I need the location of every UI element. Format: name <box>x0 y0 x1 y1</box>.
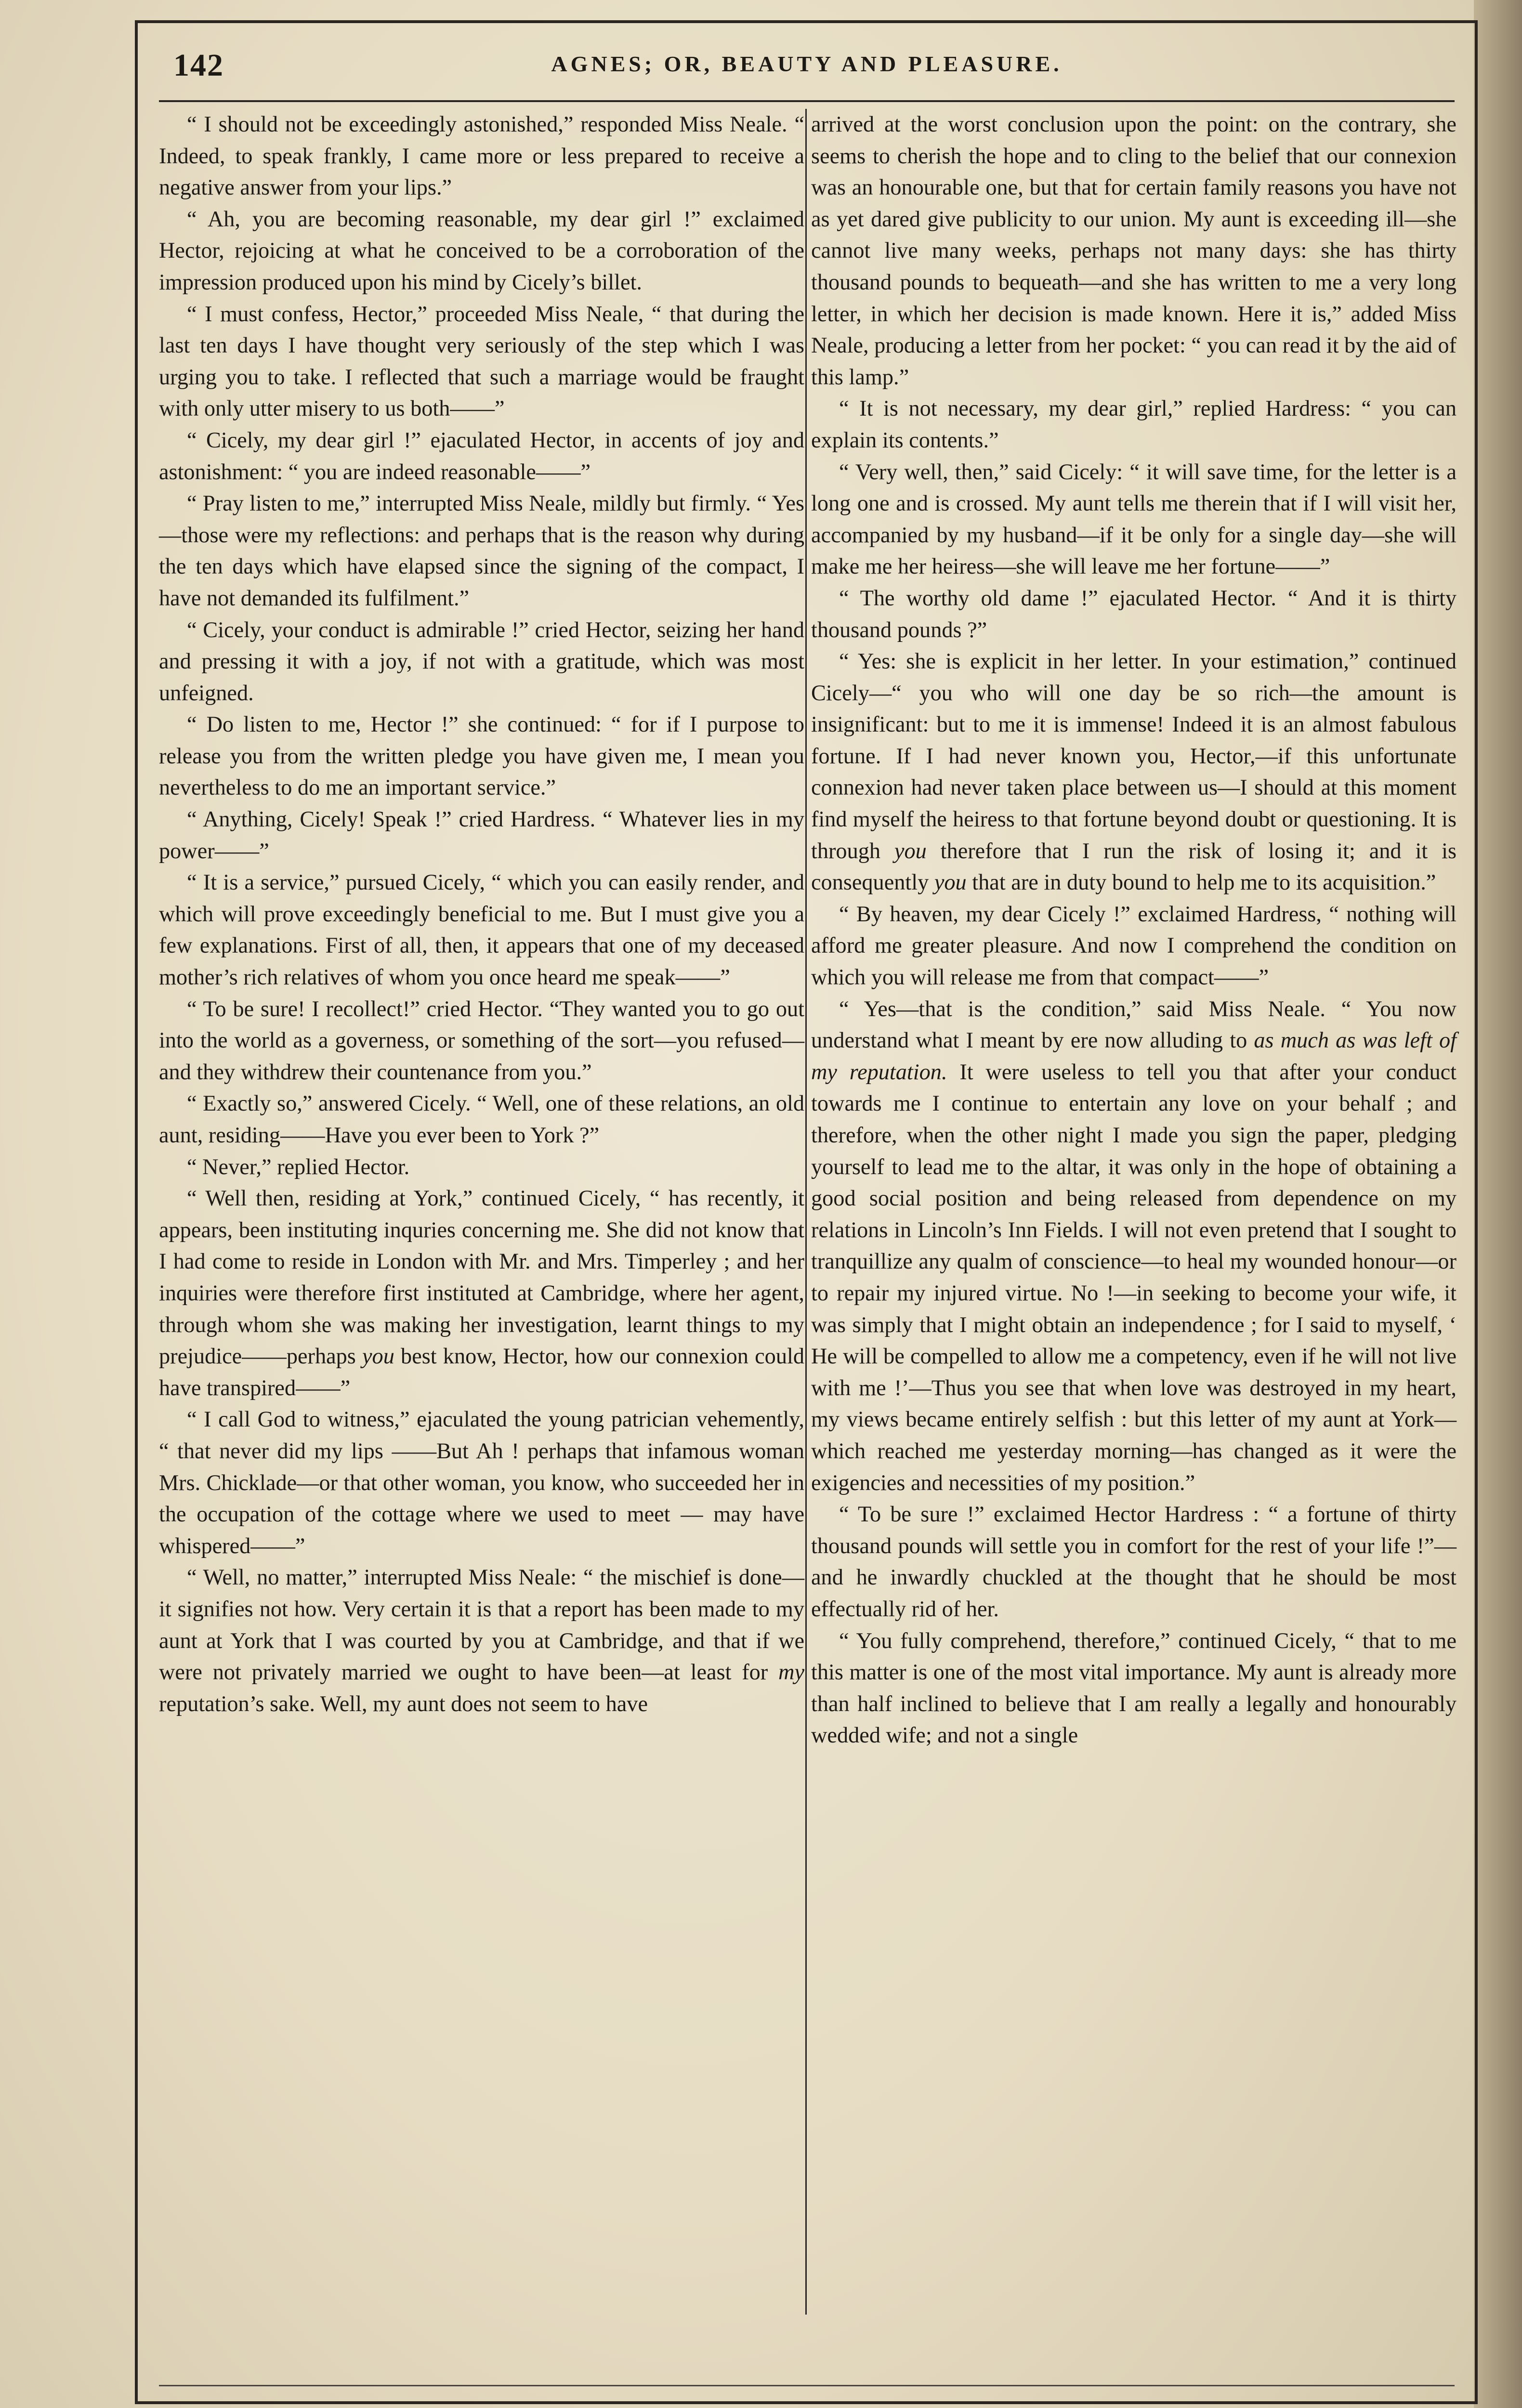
column-divider <box>805 109 807 2315</box>
text-run: “ Yes: she is explicit in her letter. In your estimation,” continued Cicely—“ you who will one day be so rich—the amount is insignificant: but to me it is immense! Indeed it is an almost fabulous fortune. If I had never known you, Hector,—if this unfortunate connexion had never taken place between us—I should at this moment find myself the heiress to that fortune beyond doubt or questioning. It is through <box>811 649 1456 864</box>
running-title: AGNES; OR, BEAUTY AND PLEASURE. <box>551 52 1063 76</box>
page-gutter-shadow <box>1474 0 1522 2408</box>
text-run: best know, Hector, how our connexion could have transpired——” <box>159 1344 804 1400</box>
text-run: “ You fully comprehend, therefore,” continued Cicely, “ that to me this matter is one of the most vital importance. My aunt is already more than half inclined to believe that I am really a legally and honourably wedded wife; and not a single <box>811 1628 1456 1748</box>
text-column-right <box>811 109 1456 1752</box>
paragraph <box>159 994 804 1088</box>
text-run: “ To be sure! I recollect!” cried Hector. “They wanted you to go out into the world as a governess, or something of the sort—you refused—and they withdrew their countenance from you.” <box>159 996 804 1085</box>
text-run: “ Cicely, your conduct is admirable !” cried Hector, seizing her hand and pressing it with a joy, if not with a gratitude, which was most unfeigned. <box>159 617 804 706</box>
paragraph <box>159 1562 804 1720</box>
text-run: “ The worthy old dame !” ejaculated Hector. “ And it is thirty thousand pounds ?” <box>811 586 1456 642</box>
text-run: “ Well, no matter,” interrupted Miss Neale: “ the mischief is done—it signifies not how. Very certain it is that a report has been made to my aunt at York that I was courted by you at Cambridge, and that if we were not privately married we ought to have been—at least for <box>159 1565 804 1685</box>
paragraph <box>159 204 804 299</box>
header-rule <box>159 100 1455 102</box>
paragraph <box>159 1152 804 1183</box>
paragraph <box>159 1183 804 1404</box>
text-run: “ Never,” replied Hector. <box>187 1154 410 1179</box>
italic-text: as much as was left of my reputation. <box>811 1028 1456 1085</box>
footer-rule <box>159 2385 1455 2386</box>
text-run: reputation’s sake. Well, my aunt does not seem to have <box>159 1691 648 1716</box>
running-header <box>159 42 1455 95</box>
paragraph <box>811 583 1456 646</box>
paragraph <box>811 1499 1456 1625</box>
text-run: It were useless to tell you that after your conduct towards me I continue to entertain any love on your behalf ; and therefore, when the other night I made you sign the paper, pledging yourself to lead me to the altar, it was only in the hope of obtaining a good social position and being released from dependence on my relations in Lincoln’s Inn Fields. I will not even pretend that I sought to tranquillize any qualm of conscience—to heal my wounded honour—or to repair my injured virtue. No !—in seeking to become your wife, it was simply that I might obtain an independence ; for I said to myself, ‘ He will be compelled to allow me a competency, even if he will not live with me !’—Thus you see that when love was destroyed in my heart, my views became entirely selfish : but this letter of my aunt at York—which reached me yesterday morning—has changed as it were the exigencies and necessities of my position.” <box>811 1060 1457 1495</box>
paragraph <box>159 1404 804 1562</box>
text-run: “ Yes—that is the condition,” said Miss Neale. “ You now understand what I meant by ere now alluding to <box>811 996 1456 1053</box>
paragraph <box>811 994 1456 1499</box>
paragraph <box>159 488 804 614</box>
paragraph <box>159 299 804 425</box>
paragraph <box>159 709 804 804</box>
paragraph <box>159 867 804 993</box>
paragraph <box>811 109 1456 393</box>
paragraph <box>811 457 1456 583</box>
italic-text: you <box>934 870 967 895</box>
italic-text: you <box>894 838 927 864</box>
text-run: that are in duty bound to help me to its acquisition.” <box>966 870 1436 895</box>
text-run: “ To be sure !” exclaimed Hector Hardress : “ a fortune of thirty thousand pounds will settle you in comfort for the rest of your life !”—and he inwardly chuckled at the thought that he should be most effectually rid of her. <box>811 1502 1456 1622</box>
text-run: “ It is not necessary, my dear girl,” replied Hardress: “ you can explain its contents.” <box>811 396 1456 453</box>
text-run: therefore that I run the risk of losing it; and it is consequently <box>811 838 1456 895</box>
text-column-left <box>159 109 804 1720</box>
italic-text: my <box>778 1660 804 1685</box>
paragraph <box>811 393 1456 456</box>
paragraph <box>811 899 1456 994</box>
text-run: “ Do listen to me, Hector !” she continued: “ for if I purpose to release you from the written pledge you have given me, I mean you nevertheless to do me an important service.” <box>159 712 804 800</box>
text-run: “ Well then, residing at York,” continued Cicely, “ has recently, it appears, been instituting inquries concerning me. She did not know that I had come to reside in London with Mr. and Mrs. Timperley ; and her inquiries were therefore first instituted at Cambridge, where her agent, through whom she was making her investigation, learnt things to my prejudice——perhaps <box>159 1186 804 1369</box>
text-run: “ I call God to witness,” ejaculated the young patrician vehemently, “ that never did my lips ——But Ah ! perhaps that infamous woman Mrs. Chicklade—or that other woman, you know, who succeeded her in the occupation of the cottage where we used to meet — may have whispered——” <box>159 1407 804 1558</box>
page-number: 142 <box>173 48 224 83</box>
text-run: “ By heaven, my dear Cicely !” exclaimed Hardress, “ nothing will afford me greater pleasure. And now I comprehend the condition on which you will release me from that compact——” <box>811 902 1456 990</box>
text-run: “ Pray listen to me,” interrupted Miss Neale, mildly but firmly. “ Yes—those were my reflections: and perhaps that is the reason why during the ten days which have elapsed since the signing of the compact, I have not demanded its fulfilment.” <box>159 491 804 611</box>
paragraph <box>159 804 804 867</box>
italic-text: you <box>362 1344 394 1369</box>
paragraph <box>159 425 804 488</box>
text-run: “ I must confess, Hector,” proceeded Miss Neale, “ that during the last ten days I have thought very seriously of the step which I was urging you to take. I reflected that such a marriage would be fraught with only utter misery to us both——” <box>159 301 804 421</box>
text-run: “ Ah, you are becoming reasonable, my dear girl !” exclaimed Hector, rejoicing at what he conceived to be a corroboration of the impression produced upon his mind by Cicely’s billet. <box>159 207 804 295</box>
text-run: “ Anything, Cicely! Speak !” cried Hardress. “ Whatever lies in my power——” <box>159 807 804 864</box>
paragraph <box>811 646 1456 899</box>
text-run: “ I should not be exceedingly astonished,” responded Miss Neale. “ Indeed, to speak frankly, I came more or less prepared to receive a negative answer from your lips.” <box>159 112 804 200</box>
text-run: “ Cicely, my dear girl !” ejaculated Hector, in accents of joy and astonishment: “ you are indeed reasonable——” <box>159 428 804 484</box>
paragraph <box>159 1088 804 1151</box>
text-run: arrived at the worst conclusion upon the point: on the contrary, she seems to cherish the hope and to cling to the belief that our connexion was an honourable one, but that for certain family reasons you have not as yet dared give publicity to our union. My aunt is exceeding ill—she cannot live many weeks, perhaps not many days: she has thirty thousand pounds to bequeath—and she has written to me a very long letter, in which her decision is made known. Here it is,” added Miss Neale, producing a letter from her pocket: “ you can read it by the aid of this lamp.” <box>811 112 1456 390</box>
paragraph <box>811 1625 1456 1752</box>
text-run: “ Exactly so,” answered Cicely. “ Well, one of these relations, an old aunt, residing——Have you ever been to York ?” <box>159 1091 804 1148</box>
text-run: “ Very well, then,” said Cicely: “ it will save time, for the letter is a long one and is crossed. My aunt tells me therein that if I will visit her, accompanied by my husband—if it be only for a single day—she will make me her heiress—she will leave me her fortune——” <box>811 459 1456 579</box>
paragraph <box>159 109 804 204</box>
paragraph <box>159 615 804 709</box>
text-run: “ It is a service,” pursued Cicely, “ which you can easily render, and which will prove exceedingly beneficial to me. But I must give you a few explanations. First of all, then, it appears that one of my deceased mother’s rich relatives of whom you once heard me speak——” <box>159 870 804 990</box>
